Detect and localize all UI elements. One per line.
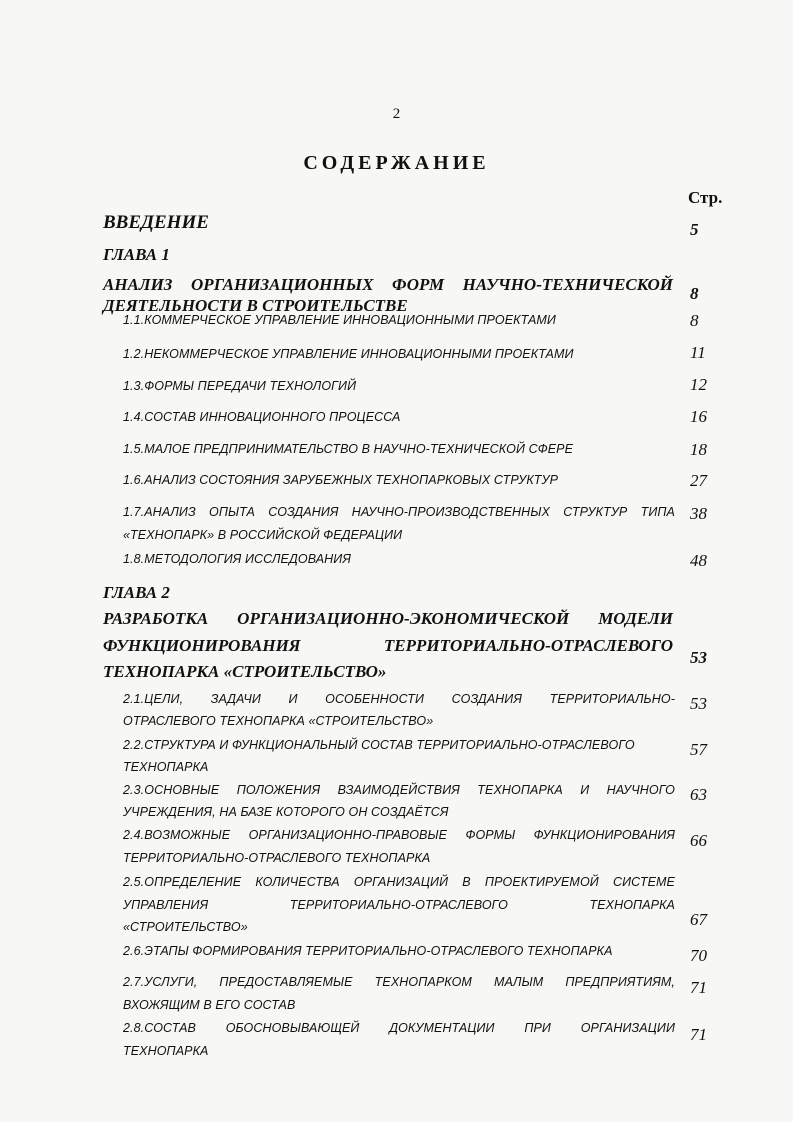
toc-item-1-7-line2: «ТЕХНОПАРК» В РОССИЙСКОЙ ФЕДЕРАЦИИ: [123, 528, 403, 542]
toc-item-2-8-page: 71: [690, 1025, 707, 1044]
page-column-label: Стр.: [688, 188, 723, 207]
intro-heading: ВВЕДЕНИЕ: [103, 212, 209, 233]
toc-item-2-5-line1: 2.5.ОПРЕДЕЛЕНИЕ КОЛИЧЕСТВА ОРГАНИЗАЦИЙ В ПРОЕКТИРУЕМОЙ СИСТЕМЕ: [123, 875, 675, 889]
toc-item-2-4-line2: ТЕРРИТОРИАЛЬНО-ОТРАСЛЕВОГО ТЕХНОПАРКА: [123, 851, 431, 865]
toc-item-2-3-line2: УЧРЕЖДЕНИЯ, НА БАЗЕ КОТОРОГО ОН СОЗДАЁТСЯ: [123, 805, 449, 819]
chapter1-label: ГЛАВА 1: [103, 245, 170, 264]
page-number: 2: [392, 106, 401, 122]
toc-item-2-7-line2: ВХОЖЯЩИМ В ЕГО СОСТАВ: [123, 998, 296, 1012]
toc-item-1-6: 1.6.АНАЛИЗ СОСТОЯНИЯ ЗАРУБЕЖНЫХ ТЕХНОПАРКОВЫХ СТРУКТУР: [123, 473, 559, 487]
toc-item-1-4-page: 16: [690, 407, 707, 426]
toc-item-2-3-page: 63: [690, 785, 707, 804]
toc-item-2-2-line2: ТЕХНОПАРКА: [123, 760, 209, 774]
toc-item-2-3-line1: 2.3.ОСНОВНЫЕ ПОЛОЖЕНИЯ ВЗАИМОДЕЙСТВИЯ ТЕХНОПАРКА И НАУЧНОГО: [123, 783, 675, 797]
chapter2-title-line2: ФУНКЦИОНИРОВАНИЯ ТЕРРИТОРИАЛЬНО-ОТРАСЛЕВОГО: [103, 636, 673, 655]
toc-item-1-1: 1.1.КОММЕРЧЕСКОЕ УПРАВЛЕНИЕ ИННОВАЦИОННЫМИ ПРОЕКТАМИ: [123, 313, 556, 327]
toc-item-2-5-line2: УПРАВЛЕНИЯ ТЕРРИТОРИАЛЬНО-ОТРАСЛЕВОГО ТЕХНОПАРКА: [123, 898, 675, 912]
toc-item-2-8-line1: 2.8.СОСТАВ ОБОСНОВЫВАЮЩЕЙ ДОКУМЕНТАЦИИ ПРИ ОРГАНИЗАЦИИ: [123, 1021, 675, 1035]
page-title: СОДЕРЖАНИЕ: [303, 152, 490, 174]
toc-item-1-7-page: 38: [690, 504, 707, 523]
toc-item-1-8: 1.8.МЕТОДОЛОГИЯ ИССЛЕДОВАНИЯ: [123, 552, 351, 566]
toc-item-1-8-page: 48: [690, 551, 707, 570]
toc-item-2-5-page: 67: [690, 910, 707, 929]
toc-item-2-2-page: 57: [690, 740, 707, 759]
chapter2-label: ГЛАВА 2: [103, 583, 170, 602]
chapter2-title-line1: РАЗРАБОТКА ОРГАНИЗАЦИОННО-ЭКОНОМИЧЕСКОЙ МОДЕЛИ: [103, 609, 673, 628]
toc-item-2-7-page: 71: [690, 978, 707, 997]
chapter2-title-line3: ТЕХНОПАРКА «СТРОИТЕЛЬСТВО»: [103, 662, 387, 681]
toc-item-1-7-line1: 1.7.АНАЛИЗ ОПЫТА СОЗДАНИЯ НАУЧНО-ПРОИЗВОДСТВЕННЫХ СТРУКТУР ТИПА: [123, 505, 675, 519]
toc-item-2-5-line3: «СТРОИТЕЛЬСТВО»: [123, 920, 248, 934]
toc-item-1-2-page: 11: [690, 343, 706, 362]
toc-item-1-5-page: 18: [690, 440, 707, 459]
toc-item-2-6: 2.6.ЭТАПЫ ФОРМИРОВАНИЯ ТЕРРИТОРИАЛЬНО-ОТРАСЛЕВОГО ТЕХНОПАРКА: [123, 944, 613, 958]
toc-item-2-7-line1: 2.7.УСЛУГИ, ПРЕДОСТАВЛЯЕМЫЕ ТЕХНОПАРКОМ МАЛЫМ ПРЕДПРИЯТИЯМ,: [123, 975, 675, 989]
toc-item-1-2: 1.2.НЕКОММЕРЧЕСКОЕ УПРАВЛЕНИЕ ИННОВАЦИОННЫМИ ПРОЕКТАМИ: [123, 347, 574, 361]
chapter2-page: 53: [690, 648, 707, 667]
toc-item-1-5: 1.5.МАЛОЕ ПРЕДПРИНИМАТЕЛЬСТВО В НАУЧНО-ТЕХНИЧЕСКОЙ СФЕРЕ: [123, 442, 574, 456]
toc-item-2-1-line2: ОТРАСЛЕВОГО ТЕХНОПАРКА «СТРОИТЕЛЬСТВО»: [123, 714, 434, 728]
toc-item-2-1-page: 53: [690, 694, 707, 713]
toc-item-2-8-line2: ТЕХНОПАРКА: [123, 1044, 209, 1058]
chapter1-title-line1: АНАЛИЗ ОРГАНИЗАЦИОННЫХ ФОРМ НАУЧНО-ТЕХНИЧЕСКОЙ: [103, 275, 673, 294]
toc-item-2-4-line1: 2.4.ВОЗМОЖНЫЕ ОРГАНИЗАЦИОННО-ПРАВОВЫЕ ФОРМЫ ФУНКЦИОНИРОВАНИЯ: [123, 828, 675, 842]
toc-item-2-6-page: 70: [690, 946, 707, 965]
toc-item-2-4-page: 66: [690, 831, 707, 850]
chapter1-page: 8: [690, 284, 699, 303]
chapter1-title-line2: ДЕЯТЕЛЬНОСТИ В СТРОИТЕЛЬСТВЕ: [103, 296, 408, 315]
toc-item-1-4: 1.4.СОСТАВ ИННОВАЦИОННОГО ПРОЦЕССА: [123, 410, 401, 424]
toc-item-2-1-line1: 2.1.ЦЕЛИ, ЗАДАЧИ И ОСОБЕННОСТИ СОЗДАНИЯ ТЕРРИТОРИАЛЬНО-: [123, 692, 675, 706]
toc-item-1-3-page: 12: [690, 375, 707, 394]
toc-item-2-2-line1: 2.2.СТРУКТУРА И ФУНКЦИОНАЛЬНЫЙ СОСТАВ ТЕРРИТОРИАЛЬНО-ОТРАСЛЕВОГО: [123, 738, 635, 752]
toc-item-1-6-page: 27: [690, 471, 707, 490]
toc-item-1-1-page: 8: [690, 311, 699, 330]
intro-page: 5: [690, 220, 699, 239]
toc-item-1-3: 1.3.ФОРМЫ ПЕРЕДАЧИ ТЕХНОЛОГИЙ: [123, 379, 357, 393]
